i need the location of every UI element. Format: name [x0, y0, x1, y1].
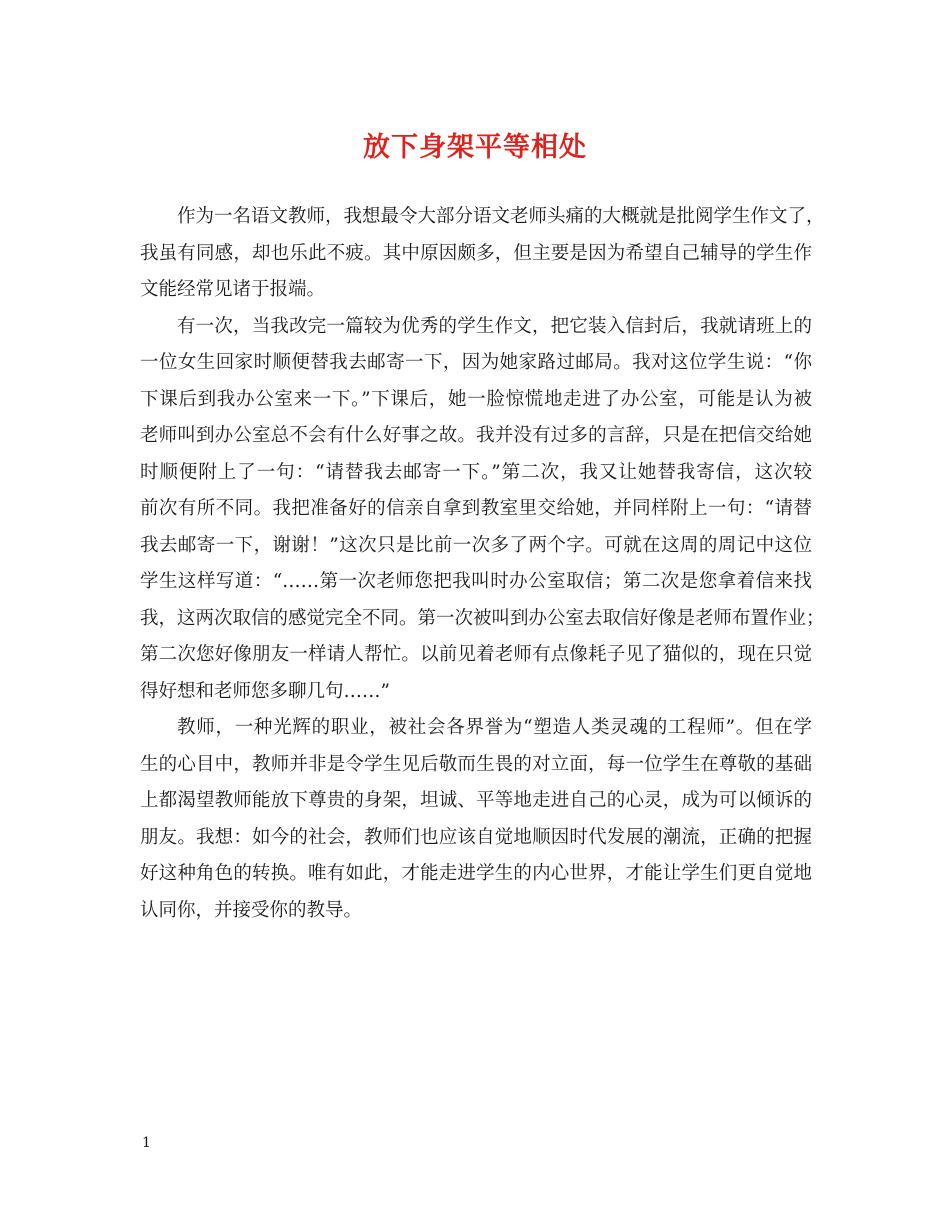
paragraph-line: 有一次，当我改完一篇较为优秀的学生作文，把它装入信封后，我就请班上的 [177, 315, 812, 337]
document-title: 放下身架平等相处 [363, 132, 587, 163]
paragraph-line: 我虽有同感，却也乐此不疲。其中原因颇多，但主要是因为希望自己辅导的学生作 [140, 242, 812, 264]
paragraph-line: 生的心目中，教师并非是令学生见后敬而生畏的对立面，每一位学生在尊敬的基础 [140, 753, 812, 775]
paragraph-line: 第二次您好像朋友一样请人帮忙。以前见着老师有点像耗子见了猫似的，现在只觉 [140, 644, 812, 665]
paragraph-2 [140, 309, 825, 711]
paragraph-line: 教师，一种光辉的职业，被社会各界誉为“塑造人类灵魂的工程师”。但在学 [177, 717, 812, 738]
paragraph-line: 得好想和老师您多聊几句……” [140, 680, 390, 702]
paragraph-line: 一位女生回家时顺便替我去邮寄一下，因为她家路过邮局。我对这位学生说：“你 [140, 352, 812, 373]
paragraph-line: 前次有所不同。我把准备好的信亲自拿到教室里交给她，并同样附上一句：“请替 [140, 498, 812, 519]
paragraph-line: 朋友。我想：如今的社会，教师们也应该自觉地顺因时代发展的潮流，正确的把握 [140, 826, 812, 848]
paragraph-line: 上都渴望教师能放下尊贵的身架，坦诚、平等地走进自己的心灵，成为可以倾诉的 [140, 790, 812, 811]
document-body [140, 199, 825, 929]
paragraph-line: 认同你，并接受你的教导。 [140, 899, 363, 921]
paragraph-line: 下课后到我办公室来一下。”下课后，她一脸惊慌地走进了办公室，可能是认为被 [140, 388, 812, 410]
paragraph-line: 学生这样写道：“……第一次老师您把我叫时办公室取信；第二次是您拿着信来找 [140, 571, 812, 592]
paragraph-line: 时顺便附上了一句：“请替我去邮寄一下。”第二次，我又让她替我寄信，这次较 [140, 461, 812, 483]
paragraph-line: 我，这两次取信的感觉完全不同。第一次被叫到办公室去取信好像是老师布置作业； [140, 607, 825, 629]
paragraph-line: 我去邮寄一下，谢谢！”这次只是比前一次多了两个字。可就在这周的周记中这位 [140, 534, 812, 556]
paragraph-1 [140, 199, 825, 309]
paragraph-line: 文能经常见诸于报端。 [140, 279, 326, 300]
paragraph-3 [140, 710, 812, 929]
paragraph-line: 作为一名语文教师，我想最令大部分语文老师头痛的大概就是批阅学生作文了， [177, 206, 825, 227]
paragraph-line: 老师叫到办公室总不会有什么好事之故。我并没有过多的言辞，只是在把信交给她 [140, 425, 812, 446]
paragraph-line: 好这种角色的转换。唯有如此，才能走进学生的内心世界，才能让学生们更自觉地 [140, 863, 812, 884]
page-number: 1 [142, 1135, 151, 1151]
